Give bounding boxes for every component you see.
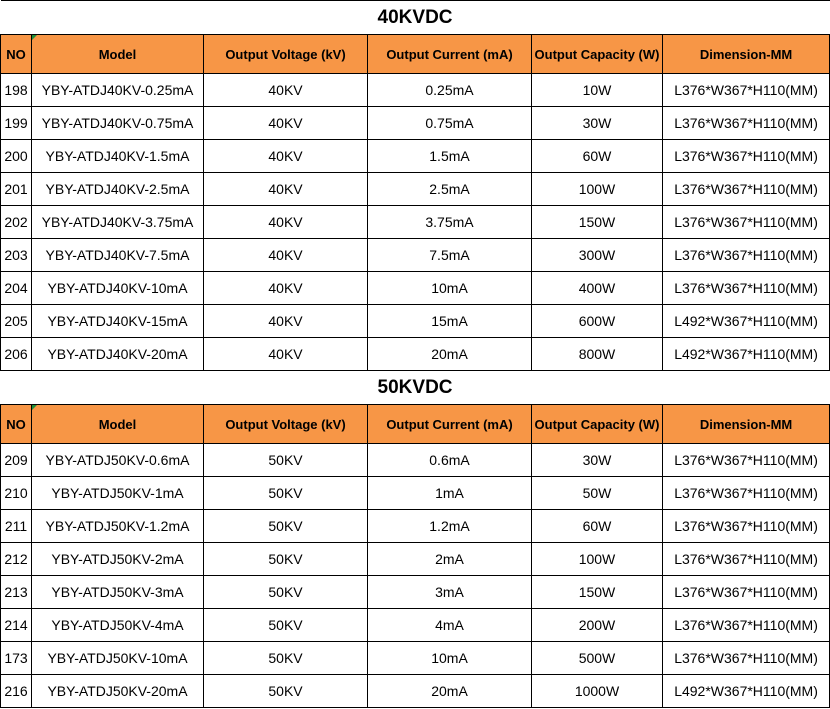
col-current-cell: 4mA — [368, 609, 532, 642]
col-voltage-cell: 40KV — [204, 305, 368, 338]
header-row — [1, 35, 830, 74]
col-no-cell: 203 — [1, 239, 32, 272]
col-voltage-cell: 40KV — [204, 239, 368, 272]
section-title: 40KVDC — [1, 1, 830, 35]
table-row — [1, 543, 830, 576]
table-row — [1, 576, 830, 609]
section-title: 50KVDC — [1, 371, 830, 405]
col-model-cell: YBY-ATDJ40KV-10mA — [32, 272, 204, 305]
col-capacity-cell: 100W — [532, 173, 663, 206]
col-no-cell: 200 — [1, 140, 32, 173]
col-no-cell: 214 — [1, 609, 32, 642]
header-col-no: NO — [1, 35, 32, 74]
col-voltage-cell: 50KV — [204, 675, 368, 708]
col-model-cell: YBY-ATDJ40KV-0.75mA — [32, 107, 204, 140]
col-capacity-cell: 150W — [532, 206, 663, 239]
header-col-capacity: Output Capacity (W) — [532, 405, 663, 444]
col-dimension-cell: L376*W367*H110(MM) — [663, 74, 830, 107]
col-dimension-cell: L376*W367*H110(MM) — [663, 140, 830, 173]
table-row — [1, 305, 830, 338]
section-title-row — [1, 371, 830, 405]
col-model-cell: YBY-ATDJ40KV-3.75mA — [32, 206, 204, 239]
col-no-cell: 205 — [1, 305, 32, 338]
col-voltage-cell: 50KV — [204, 510, 368, 543]
col-current-cell: 1.5mA — [368, 140, 532, 173]
col-capacity-cell: 600W — [532, 305, 663, 338]
col-current-cell: 2.5mA — [368, 173, 532, 206]
table-row — [1, 477, 830, 510]
header-col-model: Model — [32, 405, 204, 444]
col-current-cell: 2mA — [368, 543, 532, 576]
col-dimension-cell: L492*W367*H110(MM) — [663, 305, 830, 338]
header-col-capacity: Output Capacity (W) — [532, 35, 663, 74]
col-capacity-cell: 50W — [532, 477, 663, 510]
col-current-cell: 15mA — [368, 305, 532, 338]
header-col-dimension: Dimension-MM — [663, 35, 830, 74]
table-row — [1, 510, 830, 543]
col-voltage-cell: 40KV — [204, 74, 368, 107]
col-voltage-cell: 40KV — [204, 272, 368, 305]
col-no-cell: 211 — [1, 510, 32, 543]
header-col-current: Output Current (mA) — [368, 35, 532, 74]
col-capacity-cell: 1000W — [532, 675, 663, 708]
cell-comment-marker-icon — [32, 35, 37, 40]
col-capacity-cell: 500W — [532, 642, 663, 675]
col-capacity-cell: 10W — [532, 74, 663, 107]
col-current-cell: 3.75mA — [368, 206, 532, 239]
table-row — [1, 609, 830, 642]
col-no-cell: 216 — [1, 675, 32, 708]
col-no-cell: 198 — [1, 74, 32, 107]
col-capacity-cell: 30W — [532, 444, 663, 477]
col-voltage-cell: 50KV — [204, 543, 368, 576]
cell-comment-marker-icon — [32, 405, 37, 410]
col-current-cell: 0.6mA — [368, 444, 532, 477]
col-capacity-cell: 150W — [532, 576, 663, 609]
table-row — [1, 675, 830, 708]
col-model-cell: YBY-ATDJ50KV-2mA — [32, 543, 204, 576]
col-model-cell: YBY-ATDJ40KV-20mA — [32, 338, 204, 371]
table-row — [1, 173, 830, 206]
col-dimension-cell: L492*W367*H110(MM) — [663, 675, 830, 708]
header-col-dimension: Dimension-MM — [663, 405, 830, 444]
col-dimension-cell: L376*W367*H110(MM) — [663, 444, 830, 477]
col-current-cell: 20mA — [368, 675, 532, 708]
col-voltage-cell: 40KV — [204, 338, 368, 371]
col-model-cell: YBY-ATDJ50KV-0.6mA — [32, 444, 204, 477]
col-model-cell: YBY-ATDJ40KV-15mA — [32, 305, 204, 338]
col-capacity-cell: 400W — [532, 272, 663, 305]
col-current-cell: 20mA — [368, 338, 532, 371]
table-row — [1, 140, 830, 173]
header-col-current: Output Current (mA) — [368, 405, 532, 444]
col-no-cell: 210 — [1, 477, 32, 510]
col-dimension-cell: L376*W367*H110(MM) — [663, 510, 830, 543]
header-col-voltage: Output Voltage (kV) — [204, 405, 368, 444]
col-model-cell: YBY-ATDJ40KV-7.5mA — [32, 239, 204, 272]
col-capacity-cell: 100W — [532, 543, 663, 576]
table-row — [1, 206, 830, 239]
col-voltage-cell: 50KV — [204, 642, 368, 675]
col-capacity-cell: 60W — [532, 510, 663, 543]
header-row — [1, 405, 830, 444]
col-voltage-cell: 40KV — [204, 140, 368, 173]
col-current-cell: 0.75mA — [368, 107, 532, 140]
col-current-cell: 0.25mA — [368, 74, 532, 107]
header-col-no: NO — [1, 405, 32, 444]
col-model-cell: YBY-ATDJ40KV-2.5mA — [32, 173, 204, 206]
col-capacity-cell: 60W — [532, 140, 663, 173]
table-row — [1, 338, 830, 371]
table-row — [1, 74, 830, 107]
col-voltage-cell: 40KV — [204, 206, 368, 239]
table-row — [1, 272, 830, 305]
col-current-cell: 7.5mA — [368, 239, 532, 272]
col-model-cell: YBY-ATDJ50KV-3mA — [32, 576, 204, 609]
col-capacity-cell: 200W — [532, 609, 663, 642]
table-row — [1, 444, 830, 477]
col-no-cell: 204 — [1, 272, 32, 305]
col-no-cell: 206 — [1, 338, 32, 371]
col-model-cell: YBY-ATDJ50KV-4mA — [32, 609, 204, 642]
col-dimension-cell: L376*W367*H110(MM) — [663, 239, 830, 272]
col-dimension-cell: L376*W367*H110(MM) — [663, 576, 830, 609]
col-no-cell: 209 — [1, 444, 32, 477]
col-voltage-cell: 40KV — [204, 107, 368, 140]
col-voltage-cell: 50KV — [204, 444, 368, 477]
header-col-voltage: Output Voltage (kV) — [204, 35, 368, 74]
col-current-cell: 1mA — [368, 477, 532, 510]
col-model-cell: YBY-ATDJ40KV-1.5mA — [32, 140, 204, 173]
col-model-cell: YBY-ATDJ50KV-10mA — [32, 642, 204, 675]
col-dimension-cell: L376*W367*H110(MM) — [663, 107, 830, 140]
col-current-cell: 1.2mA — [368, 510, 532, 543]
col-voltage-cell: 50KV — [204, 477, 368, 510]
col-dimension-cell: L376*W367*H110(MM) — [663, 272, 830, 305]
col-dimension-cell: L376*W367*H110(MM) — [663, 642, 830, 675]
col-capacity-cell: 300W — [532, 239, 663, 272]
col-voltage-cell: 50KV — [204, 576, 368, 609]
col-capacity-cell: 800W — [532, 338, 663, 371]
col-model-cell: YBY-ATDJ50KV-1mA — [32, 477, 204, 510]
col-no-cell: 213 — [1, 576, 32, 609]
col-dimension-cell: L376*W367*H110(MM) — [663, 173, 830, 206]
header-col-model: Model — [32, 35, 204, 74]
table-row — [1, 239, 830, 272]
col-dimension-cell: L376*W367*H110(MM) — [663, 543, 830, 576]
table-row — [1, 107, 830, 140]
table-row — [1, 642, 830, 675]
col-no-cell: 199 — [1, 107, 32, 140]
col-voltage-cell: 50KV — [204, 609, 368, 642]
col-model-cell: YBY-ATDJ50KV-20mA — [32, 675, 204, 708]
col-current-cell: 10mA — [368, 642, 532, 675]
col-dimension-cell: L376*W367*H110(MM) — [663, 206, 830, 239]
section-title-row — [1, 1, 830, 35]
col-model-cell: YBY-ATDJ40KV-0.25mA — [32, 74, 204, 107]
col-voltage-cell: 40KV — [204, 173, 368, 206]
col-current-cell: 3mA — [368, 576, 532, 609]
col-dimension-cell: L376*W367*H110(MM) — [663, 609, 830, 642]
col-capacity-cell: 30W — [532, 107, 663, 140]
col-current-cell: 10mA — [368, 272, 532, 305]
col-model-cell: YBY-ATDJ50KV-1.2mA — [32, 510, 204, 543]
col-no-cell: 212 — [1, 543, 32, 576]
col-no-cell: 202 — [1, 206, 32, 239]
col-dimension-cell: L376*W367*H110(MM) — [663, 477, 830, 510]
col-dimension-cell: L492*W367*H110(MM) — [663, 338, 830, 371]
col-no-cell: 201 — [1, 173, 32, 206]
col-no-cell: 173 — [1, 642, 32, 675]
